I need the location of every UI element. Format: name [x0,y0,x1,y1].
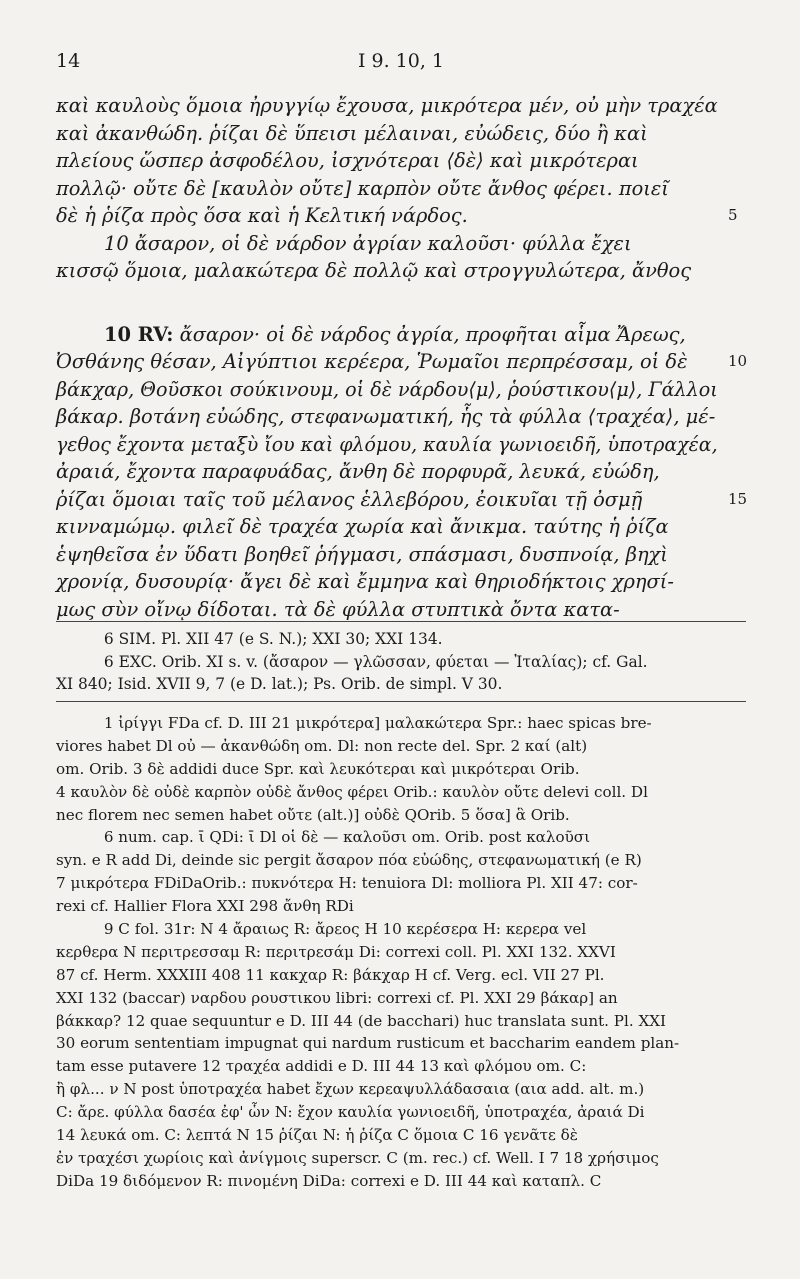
text-line: 10 ἄσαρον, οἱ δὲ νάρδον ἀγρίαν καλοῦσι· φύλλα ἔχει [104,231,632,255]
text-line: πλείους ὥσπερ ἀσφοδέλου, ἰσχνότεραι ⟨δὲ⟩ καὶ μικρότεραι [56,149,639,172]
page-number: 14 [56,50,81,72]
apparatus-line: 9 C fol. 31r: N 4 ἄραιως R: ἄρεος H 10 κερέσερα H: κερερα vel [103,920,587,939]
apparatus-line: tam esse putavere 12 τραχέα addidi e D. III 44 13 καὶ φλόμου om. C: [56,1057,587,1076]
apparatus-line: ἢ φλ... ν N post ὑποτραχέα habet ἔχων κερεαψυλλάδασαια (αια add. alt. m.) [56,1080,645,1099]
text-line: κισσῷ ὅμοια, μαλακώτερα δὲ πολλῷ καὶ στρογγυλώτερα, ἄνθος [56,259,692,282]
apparatus-line: viores habet Dl οὐ — ἀκανθώδη om. Dl: non recte del. Spr. 2 καί (alt) [56,736,588,755]
testimonia-line: 6 SIM. Pl. XII 47 (e S. N.); XXI 30; XXI 134. [103,630,443,648]
text-line: ἀραιά, ἔχοντα παραφυάδας, ἄνθη δὲ πορφυρᾶ, λευκά, εὐώδη, [56,460,660,483]
rv-label: 10 RV: [104,322,174,346]
divider-rule [56,701,746,702]
apparatus-line: nec florem nec semen habet οὔτε (alt.)] οὐδὲ QOrib. 5 ὅσα] ἃ Orib. [56,805,570,824]
apparatus-line: 87 cf. Herm. XXXIII 408 11 κακχαρ R: βάκχαρ H cf. Verg. ecl. VII 27 Pl. [56,965,605,984]
text-line: ῥίζαι ὅμοιαι ταῖς τοῦ μέλανος ἑλλεβόρου, ἐοικυῖαι τῇ ὀσμῇ 15 [56,486,726,514]
text-line: γεθος ἔχοντα μεταξὺ ἴου καὶ φλόμου, καυλία γωνιοειδῆ, ὑποτραχέα, [56,432,718,456]
apparatus-line: C: ἄρε. φύλλα δασέα ἐφ' ὧν N: ἔχον καυλία γωνιοειδῆ, ὑποτραχέα, ἀραιά Di [56,1103,645,1122]
text-line: χρονίᾳ, δυσουρίᾳ· ἄγει δὲ καὶ ἔμμηνα καὶ θηριοδήκτοις χρησί- [56,570,674,593]
text-line: κινναμώμῳ. φιλεῖ δὲ τραχέα χωρία καὶ ἄνικμα. ταύτης ἡ ῥίζα [56,515,669,538]
testimonia-line: 6 EXC. Orib. XI s. v. (ἄσαρον — γλῶσσαν, φύεται — Ἰταλίας); cf. Gal. [103,652,648,671]
apparatus-line: 7 μικρότερα FDiDaOrib.: πυκνότερα H: tenuiora Dl: molliora Pl. XII 47: cor- [56,874,638,893]
apparatus-line: κερθερα N περιτρεσσαμ R: περιτρεσάμ Di: correxi coll. Pl. XXI 132. XXVI [56,942,616,961]
rv-heading-line: 10 RV: ἄσαρον· οἱ δὲ νάρδος ἀγρία, προφῆται αἷμα Ἄρεως, [104,322,686,346]
text-line: καὶ καυλοὺς ὅμοια ἠρυγγίῳ ἔχουσα, μικρότερα μέν, οὐ μὴν τραχέα [56,94,718,117]
page-header [56,50,746,80]
text-line: ἑψηθεῖσα ἐν ὕδατι βοηθεῖ ῥήγμασι, σπάσμασι, δυσπνοίᾳ, βηχὶ [56,542,668,566]
apparatus-line: XXI 132 (baccar) ναρδου ρουστικου libri: correxi cf. Pl. XXI 29 βάκαρ] an [56,988,618,1007]
apparatus-line: 30 eorum sententiam impugnat qui nardum rusticum et baccharim eandem plan- [56,1034,680,1053]
critical-apparatus [56,712,746,1193]
text-line: πολλῷ· οὔτε δὲ [καυλὸν οὔτε] καρπὸν οὔτε ἄνθος φέρει. ποιεῖ [56,176,669,200]
apparatus-line: 6 num. cap. ῑ QDi: ῑ Dl οἱ δὲ — καλοῦσι om. Orib. post καλοῦσι [103,828,591,847]
text-line: βάκχαρ, Θοῦσκοι σούκινουμ, οἱ δὲ νάρδου⟨μ⟩, ῥούστικου⟨μ⟩, Γάλλοι [56,377,718,401]
text-line: καὶ ἀκανθώδη. ῥίζαι δὲ ὕπεισι μέλαιναι, εὐώδεις, δύο ἢ καὶ [56,121,648,145]
text-line: δὲ ἡ ῥίζα πρὸς ὅσα καὶ ἡ Κελτική νάρδος. 5 [56,202,726,230]
text-line: βάκαρ. βοτάνη εὐώδης, στεφανωματική, ἧς τὰ φύλλα ⟨τραχέα⟩, μέ- [56,405,716,428]
testimonia-line: XI 840; Isid. XVII 9, 7 (e D. lat.); Ps. Orib. de simpl. V 30. [56,675,503,693]
apparatus-line: om. Orib. 3 δὲ addidi duce Spr. καὶ λευκότεραι καὶ μικρότεραι Orib. [56,759,580,778]
main-text [56,92,748,623]
apparatus-line: βάκκαρ? 12 quae sequuntur e D. III 44 (de bacchari) huc translata sunt. Pl. XXI [56,1011,666,1030]
apparatus-line: 1 ἰρίγγι FDa cf. D. III 21 μικρότερα] μαλακώτερα Spr.: haec spicas bre- [103,714,652,732]
text-line: μως σὺν οἴνῳ δίδοται. τὰ δὲ φύλλα στυπτικὰ ὄντα κατα- [56,597,620,621]
apparatus-line: DiDa 19 διδόμενον R: πινομένη DiDa: correxi e D. III 44 καὶ καταπλ. C [56,1171,602,1190]
line-number: 10 [728,352,748,370]
line-number: 15 [728,489,748,508]
apparatus-line: 14 λευκά om. C: λεπτά N 15 ῥίζαι N: ἡ ῥίζα C ὅμοια C 16 γενᾶτε δὲ [56,1126,578,1145]
apparatus-line: rexi cf. Hallier Flora XXI 298 ἄνθη RDi [56,897,354,916]
apparatus-line: syn. e R add Di, deinde sic pergit ἄσαρον πόα εὐώδης, στεφανωματική (e R) [56,851,642,870]
testimonia [56,628,746,696]
text-line: Ὀσθάνης θέσαν, Αἰγύπτιοι κερέερα, Ῥωμαῖοι περπρέσσαμ, οἱ δὲ 10 [56,348,726,376]
apparatus-line: 4 καυλὸν δὲ οὐδὲ καρπὸν οὐδὲ ἄνθος φέρει Orib.: καυλὸν οὔτε delevi coll. Dl [56,782,648,801]
chapter-reference: I 9. 10, 1 [357,50,445,72]
divider-rule [56,621,746,622]
apparatus-line: ἐν τραχέσι χωρίοις καὶ ἀνίγμοις superscr. C (m. rec.) cf. Well. I 7 18 χρήσιμος [56,1148,659,1167]
line-number: 5 [728,206,738,224]
